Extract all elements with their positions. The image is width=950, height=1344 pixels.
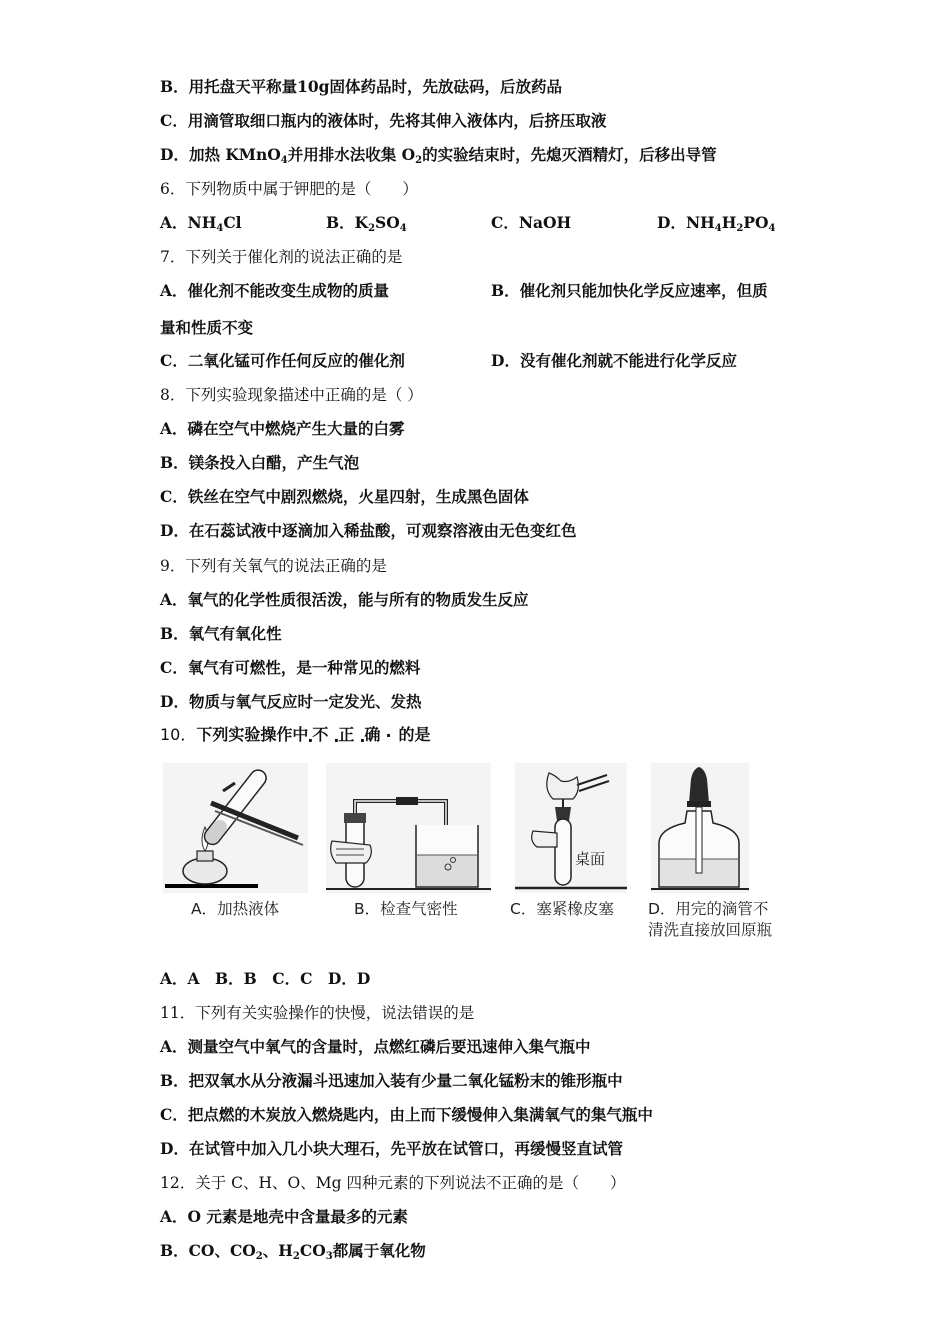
q6-option-b: B．$K_2SO_4$ xyxy=(326,213,407,234)
q6-option-d: D．$NH_4H_2PO_4$ xyxy=(657,213,776,234)
q7-option-b-continued: 量和性质不变 xyxy=(160,318,254,337)
figure-d-caption-line1: D．用完的滴管不 xyxy=(648,900,769,918)
figure-b-check-airtightness xyxy=(326,763,491,893)
figure-a-caption: A．加热液体 xyxy=(191,900,280,918)
figure-a-heating-liquid xyxy=(163,763,308,893)
q7-option-a: A．催化剂不能改变生成物的质量 xyxy=(160,281,390,300)
q9-stem: 9．下列有关氧气的说法正确的是 xyxy=(160,557,387,575)
table-surface-label: 桌面 xyxy=(575,850,606,868)
heating-liquid-illustration xyxy=(163,763,308,893)
tighten-stopper-illustration xyxy=(515,763,627,893)
q5-option-d: D．加热 KMnO$_4$并用排水法收集 $O_2$的实验结束时，先熄灭酒精灯，后移出导管 xyxy=(160,145,717,166)
q7-option-d: D．没有催化剂就不能进行化学反应 xyxy=(491,351,737,370)
q9-option-b: B．氧气有氧化性 xyxy=(160,624,282,643)
dropper-bottle-illustration xyxy=(651,763,749,893)
q11-stem: 11．下列有关实验操作的快慢，说法错误的是 xyxy=(160,1004,475,1022)
q9-option-c: C．氧气有可燃性，是一种常见的燃料 xyxy=(160,658,421,677)
q5-option-b: B．用托盘天平称量10g固体药品时，先放砝码，后放药品 xyxy=(160,77,563,96)
figure-c-tighten-stopper xyxy=(515,763,627,893)
q8-stem: 8．下列实验现象描述中正确的是（ ） xyxy=(160,386,423,404)
q11-option-a: A．测量空气中氧气的含量时，点燃红磷后要迅速伸入集气瓶中 xyxy=(160,1037,591,1056)
q9-option-a: A．氧气的化学性质很活泼，能与所有的物质发生反应 xyxy=(160,590,529,609)
q11-option-d: D．在试管中加入几小块大理石，先平放在试管口，再缓慢竖直试管 xyxy=(160,1139,623,1158)
q6-option-c: C．NaOH xyxy=(491,213,572,232)
q11-option-c: C．把点燃的木炭放入燃烧匙内，由上而下缓慢伸入集满氧气的集气瓶中 xyxy=(160,1105,653,1124)
q7-stem: 7．下列关于催化剂的说法正确的是 xyxy=(160,248,403,266)
q10-answer-options: A．A B．B C．C D．D xyxy=(160,969,371,988)
q7-option-b: B．催化剂只能加快化学反应速率，但质 xyxy=(491,281,768,300)
figure-b-caption: B．检查气密性 xyxy=(354,900,458,918)
q6-stem: 6．下列物质中属于钾肥的是（ ） xyxy=(160,180,418,198)
figure-d-dropper-bottle xyxy=(651,763,749,893)
q12-option-b: B．CO、$CO_2$、$H_2CO_3$都属于氧化物 xyxy=(160,1241,426,1262)
q12-option-a: A．O 元素是地壳中含量最多的元素 xyxy=(160,1207,408,1226)
q5-option-c: C．用滴管取细口瓶内的液体时，先将其伸入液体内，后挤压取液 xyxy=(160,111,607,130)
q7-option-c: C．二氧化锰可作任何反应的催化剂 xyxy=(160,351,405,370)
q8-option-c: C．铁丝在空气中剧烈燃烧，火星四射，生成黑色固体 xyxy=(160,487,529,506)
q11-option-b: B．把双氧水从分液漏斗迅速加入装有少量二氧化锰粉末的锥形瓶中 xyxy=(160,1071,623,1090)
figure-d-caption-line2: 清洗直接放回原瓶 xyxy=(648,921,773,939)
q6-option-a: A．$NH_4Cl$ xyxy=(160,213,242,234)
q6-options xyxy=(160,213,800,233)
q8-option-d: D．在石蕊试液中逐滴加入稀盐酸，可观察溶液由无色变红色 xyxy=(160,521,577,540)
q9-option-d: D．物质与氧气反应时一定发光、发热 xyxy=(160,692,422,711)
q10-stem: 10．下列实验操作中 不 . 正 . 确 . 的是 xyxy=(160,725,430,745)
figure-c-caption: C．塞紧橡皮塞 xyxy=(510,900,614,918)
q12-stem: 12．关于 C、H、O、Mg 四种元素的下列说法不正确的是（ ） xyxy=(160,1174,626,1192)
check-airtightness-illustration xyxy=(326,763,491,893)
q8-option-b: B．镁条投入白醋，产生气泡 xyxy=(160,453,360,472)
q8-option-a: A．磷在空气中燃烧产生大量的白雾 xyxy=(160,419,405,438)
